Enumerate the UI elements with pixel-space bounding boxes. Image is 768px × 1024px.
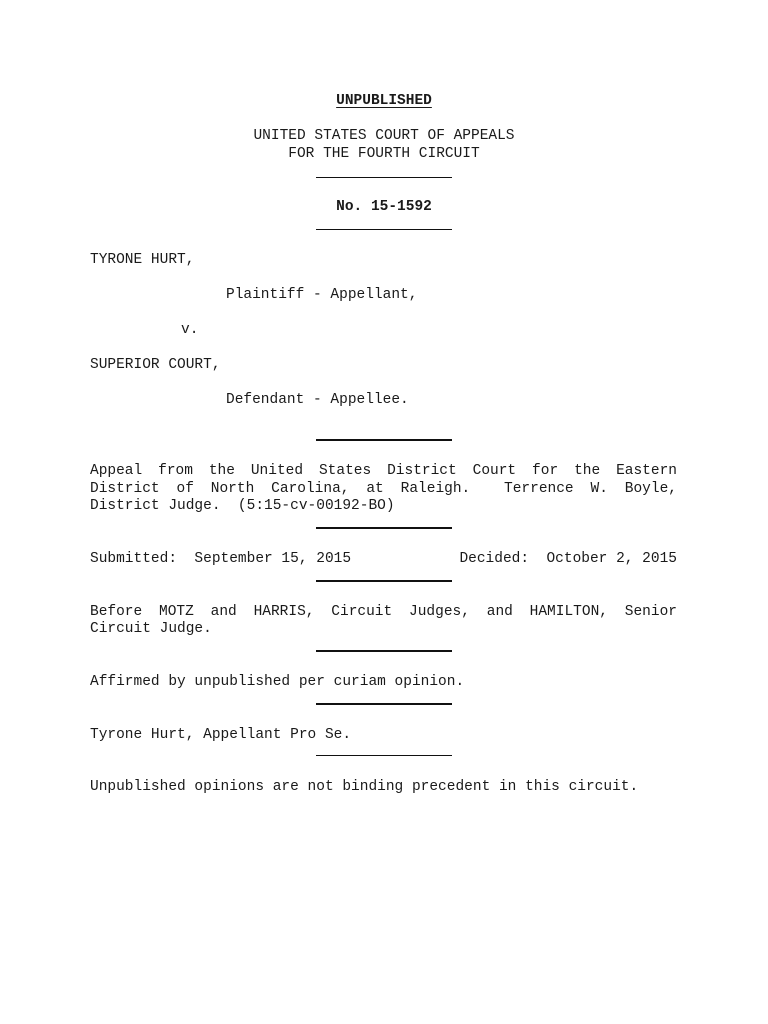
panel-line-2: Circuit Judge. [90, 621, 212, 637]
counsel: Tyrone Hurt, Appellant Pro Se. [90, 727, 352, 743]
divider-counsel [316, 755, 452, 756]
appeal-line-1: Appeal from the United States District Court for the Eastern [90, 463, 677, 479]
divider-appeal [316, 527, 452, 529]
court-name-line-2: FOR THE FOURTH CIRCUIT [288, 146, 480, 162]
submitted-date: Submitted: September 15, 2015 [90, 551, 352, 567]
appeal-line-3: District Judge. (5:15-cv-00192-BO) [90, 498, 395, 514]
divider-top [316, 177, 452, 178]
precedent-notice: Unpublished opinions are not binding precedent in this circuit. [90, 779, 639, 795]
divider-panel [316, 650, 452, 652]
appeal-line-2: District of North Carolina, at Raleigh. Terrence W. Boyle, [90, 481, 677, 497]
divider-dates [316, 580, 452, 582]
divider-case [316, 229, 452, 230]
defendant-name: SUPERIOR COURT, [90, 357, 221, 373]
decided-date: Decided: October 2, 2015 [459, 551, 677, 567]
court-name-line-1: UNITED STATES COURT OF APPEALS [253, 128, 515, 144]
divider-disposition [316, 703, 452, 705]
case-number: No. 15-1592 [336, 199, 432, 215]
defendant-role: Defendant - Appellee. [226, 392, 409, 408]
panel-line-1: Before MOTZ and HARRIS, Circuit Judges, and HAMILTON, Senior [90, 604, 677, 620]
plaintiff-name: TYRONE HURT, [90, 252, 195, 268]
disposition: Affirmed by unpublished per curiam opinion. [90, 674, 465, 690]
plaintiff-role: Plaintiff - Appellant, [226, 287, 418, 303]
versus: v. [181, 322, 199, 338]
divider-parties [316, 439, 452, 441]
unpublished-heading: UNPUBLISHED [336, 93, 432, 109]
dates-row [90, 550, 677, 568]
